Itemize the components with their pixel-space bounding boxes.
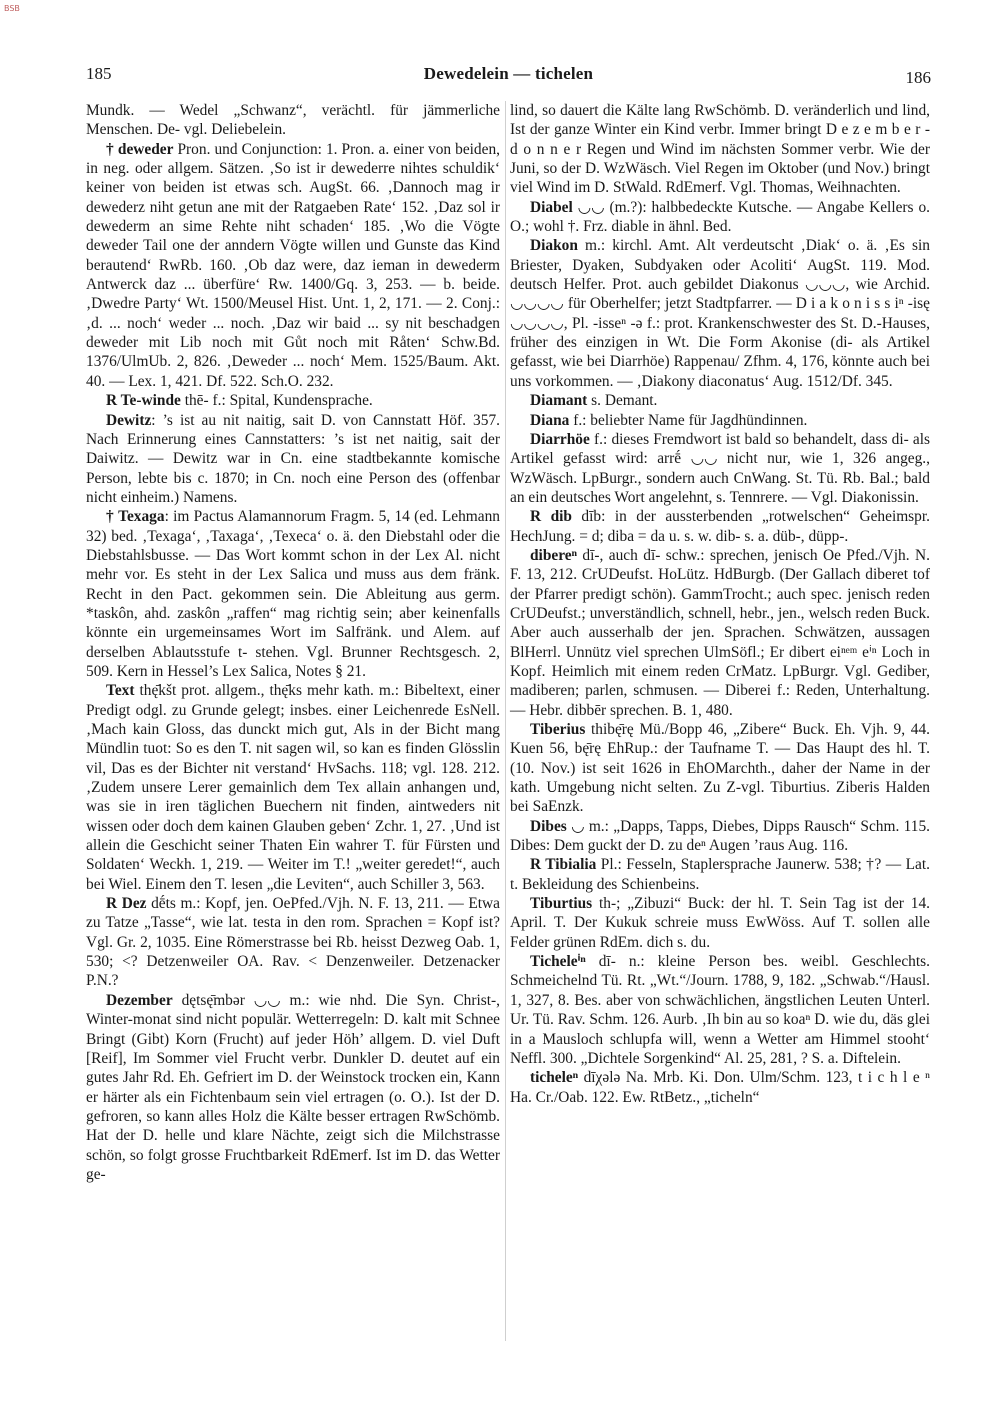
entry-headword: R dib (530, 508, 572, 526)
entry-text: f.: dieses Fremdwort ist bald so behandelt, dass di- als Artikel gefasst wird: arrḗ ◡◡ nicht nur, wie 1, 326 angeg., WzWäsch. LpBurgr., sondern auch CnWang. St. Tü. Rb. Bal.; bald an ein deutsches Wort angelehnt, s. Tennrere. — Vgl. Diakonissin. (510, 430, 930, 506)
library-stamp: BSB (4, 4, 20, 13)
dictionary-entry (86, 991, 500, 1184)
left-column (86, 101, 500, 1184)
dictionary-entry (86, 681, 500, 894)
running-title: Dewedelein — tichelen (423, 64, 594, 83)
entry-headword: dibereⁿ (530, 546, 577, 564)
right-column (510, 101, 930, 1107)
entry-text: dḗts m.: Kopf, jen. OePfed./Vjh. N. F. 13, 211. — Etwa zu Tatze „Tasse“, wie lat. testa in den rom. Sprachen = Kopf ist? Vgl. Gr. 2, 1035. Eine Römerstrasse bei Rb. heisst Dezweg Oab. 1, 530; <? Detzenweiler OA. Rav. < Denzenweiler. Detzenacker P.N.? (86, 895, 500, 990)
entry-headword: † deweder (106, 140, 174, 158)
entry-headword: Dezember (106, 991, 173, 1009)
dictionary-entry (510, 507, 930, 546)
entry-text: dī-, auch dī- schw.: sprechen, jenisch Oe Pfed./Vjh. N. F. 13, 212. CrUDeufst. HoLütz. HdBurgb. (Der Gallach diberet tof der Pfarrer predigt schön). GammTrocht.; auch spec. jenisch reden CrUDeufst.; unverständlich, schnell, hebr., jen., welsch reden Buck. Aber auch ausserhalb der jen. Sprachen. Schwätzen, aussagen BlHerrl. Unnütz viel sprechen UlmSöfl.; Er dibert eiⁿᵉᵐ eⁱⁿ Loch in Kopf. Heimlich mit einem reden CrMatz. LpBurgr. Vgl. Gediber, madiberen; parlen, schmusen. — Diberei f.: Reden, Unterhaltung. — Hebr. dibbēr sprechen. B. 1, 480. (510, 546, 930, 719)
dictionary-entry (510, 411, 930, 430)
dictionary-entry (86, 507, 500, 681)
entry-headword: Diana (530, 411, 570, 429)
entry-text: f.: beliebter Name für Jagdhündinnen. (569, 411, 808, 429)
dictionary-entry (86, 391, 500, 410)
dictionary-entry (510, 546, 930, 720)
entry-text: s. Demant. (587, 392, 658, 410)
page-header (86, 64, 931, 86)
dictionary-entry (86, 411, 500, 508)
entry-headword: Dewitz (106, 411, 152, 429)
dictionary-entry (510, 198, 930, 237)
entry-text: Pron. und Conjunction: 1. Pron. a. einer von beiden, in neg. oder allgem. Sätzen. ‚So ist ir dewederre nihtes schuldik‘ keiner von beiden ist etwas sch. AugSt. 66. ‚Dannoch mag ir dewederz niht getun ane mit der Ratgaeben Rate‘ 152. ‚Daz sol ir dewederm an sime Rehte niht schaden‘ 185. ‚Wo die Vögte deweder Tail one der anndern Vögte willen und Gunste das Kind berautend‘ RwRb. 160. ‚Ob daz were, daz ieman in dewederm Antwerck daz ... überfüre‘ Rw. 1400/Gq. 3, 253. — b. beide. ‚Dwedre Party‘ Wt. 1500/Meusel Hist. Unt. 1, 2, 171. — 2. Conj.: ‚d. ... noch‘ weder ... noch. ‚Daz wir baid ... sy nit beschadgen deweder mit Lib noch mit Gůt noch mit Råten‘ Schw.Bd. 1376/UlmUb. 2, 826. ‚Deweder ... noch‘ Mem. 1525/Baum. Akt. 40. — Lex. 1, 421. Df. 522. Sch.O. 232. (86, 140, 500, 390)
page-number-left: 185 (86, 64, 112, 83)
entry-headword: Diabel (530, 198, 573, 216)
entry-text: ◡ m.: „Dapps, Tapps, Diebes, Dipps Rausch“ Schm. 115. Dibes: Dem guckt der D. zu deⁿ Augen ’raus Aug. 116. (510, 817, 930, 855)
entry-text: thę̄kšt prot. allgem., thę̄ks mehr kath. m.: Bibeltext, einer Predigt odgl. zu Grunde gelegt; insbes. einer Leichenrede EsNell. ‚Mach kain Gloss, das dunckt mich gut, Als in der Bicht mang Mündlin tuot: So es den T. nit sagen wil, so kan es finden Glösslin vil, Das es der Bichter nit verstand‘ HvSachs. 118; vgl. 128. 212. ‚Zudem unsere Lerer gemainlich dem Tex allain anhangen und, was sie in iren täglichen Buechern nit finden, aintweders nit wissen oder doch dem kainen Glauben geben‘ Zchr. 1, 27. ‚Und ist allein die Geschicht seiner Thaten Ein wahrer T. für Fürsten und Soldaten‘ Weckh. 1, 219. — Weiter im T.! „weiter geredet!“, auch bei Wiel. Einem den T. lesen „die Leviten“, auch Schiller 3, 563. (86, 682, 500, 893)
entry-headword: Ticheleⁱⁿ (530, 953, 586, 971)
entry-text: ◡◡ (m.?): halbbedeckte Kutsche. — Angabe Kellers o. O.; wohl †. Frz. diable in ähnl. Bed. (510, 198, 930, 236)
entry-headword: R Te-winde (106, 392, 181, 410)
entry-text: dī- n.: kleine Person bes. weibl. Geschlechts. Schmeichelnd Tü. Rt. „Wt.“/Journ. 1788, 9, 182. „Schwab.“/Hausl. 1, 327, 8. Bes. aber von schwächlichen, ängstlichen Leuten Unterl. Ur. Tü. Rav. Schm. 126. Aurb. ‚Ih bin au so koaⁿ D. wie du, däs glei in a Mausloch schlupfa will, wenn a Wetter am Himmel stooht‘ Neffl. 300. „Dichtele Sorgenkind“ Al. 25, 281, ? S. a. Diftelein. (510, 953, 930, 1067)
dictionary-entry (510, 101, 930, 198)
entry-text: dīχələ Na. Mrb. Ki. Don. Ulm/Schm. 123, t i c h l e ⁿ Ha. Cr./Oab. 122. Ew. RtBetz., „ticheln“ (510, 1069, 930, 1106)
entry-headword: Diakon (530, 237, 578, 255)
entry-headword: Dibes (530, 817, 567, 835)
dictionary-entry (86, 101, 500, 140)
entry-headword: Diamant (530, 392, 588, 410)
entry-headword: † Texaga (106, 508, 165, 526)
entry-text: thē- f.: Spital, Kundensprache. (180, 392, 373, 410)
entry-headword: R Dez (106, 895, 147, 913)
dictionary-entry (510, 855, 930, 894)
entry-text: lind, so dauert die Kälte lang RwSchömb. D. veränderlich und lind, Ist der ganze Winter ein Kind verbr. Immer bringt D e z e m b e r - d o n n e r Regen und Wind im nächsten Sommer verbr. Wie der Juni, so der D. WzWäsch. Viel Regen im Oktober (und Nov.) bringt viel Wind im D. StWald. RdEmerf. Vgl. Thomas, Weihnachten. (510, 102, 930, 197)
dictionary-entry (510, 236, 930, 391)
column-divider (505, 101, 506, 1341)
entry-text: dīb: in der aussterbenden „rotwelschen“ Geheimspr. HechJung. = d; diba = da u. s. w. dib- s. a. düb-, düpp-. (510, 508, 930, 545)
entry-text: m.: kirchl. Amt. Alt verdeutscht ‚Diak‘ o. ä. ‚Es sin Briester, Dyaken, Subdyaken oder Acoliti‘ AugSt. 119. Mod. deutsch Helfer. Prot. auch gebildet Diakonus ◡◡◡, wie Archid. ◡◡◡◡ für Oberhelfer; jetzt Stadtpfarrer. — D i a k o n i s s iⁿ -isę ◡◡◡◡, Pl. -isseⁿ -ə f.: prot. Krankenschwester des St. D.-Hauses, früher des einzigen in Wt. Die Form Akonise (di- als Artikel gefasst, wie bei Diarrhöe) Rappenau/ Zfhm. 4, 176, könnte auch bei uns vorkommen. — ‚Diakony diaconatus‘ Aug. 1512/Df. 345. (510, 237, 930, 390)
dictionary-entry (510, 894, 930, 952)
dictionary-entry (510, 952, 930, 1068)
entry-headword: Tiburtius (530, 895, 593, 913)
entry-text: : ’s ist au nit naitig, sait D. von Cannstatt Höf. 357. Nach Erinnerung eines Cannstatters: ’s ist net naitig, sait der Daiwitz. — Dewitz war in Cn. eine stadtbekannte komische Person, lebte bis c. 1870; in Cn. noch eine Person des (offenbar nicht einheim.) Namens. (86, 411, 500, 506)
entry-text: : im Pactus Alamannorum Fragm. 5, 14 (ed. Lehmann 32) bed. ‚Texaga‘, ‚Taxaga‘, ‚Texeca‘ o. ä. den Diebstahl oder die Diebstahlsbusse. — Das Wort kommt schon in der Lex Al. nicht mehr vor. Es steht in der Lex Salica und muss aus dem fränk. Recht in den Pact. gekommen sein. Die Ableitung aus germ. *taskôn, ahd. zaskôn „raffen“ mag richtig sein; aber keinenfalls könnte ein urgemeinsames Wort im Salfränk. und Alem. auf derselben Ablautsstufe t- stehen. Vgl. Brunner Rechtsgesch. 2, 509. Kern in Hessel’s Lex Salica, Notes § 21. (86, 508, 500, 680)
dictionary-entry (510, 391, 930, 410)
dictionary-entry (86, 894, 500, 991)
page-number-right: 186 (905, 68, 931, 87)
entry-text: thibę̄rę Mü./Bopp 46, „Zibere“ Buck. Eh. Vjh. 9, 44. Kuen 56, bę̄rę EhRup.: der Taufname T. — Das Haupt des hl. T. (10. Nov.) ist seit 1626 in EhOMarchth., daher der Name in der kath. Umgebung nicht selten. Zu Z-vgl. Tiburtius. Ziberis Halden bei SaEnzk. (510, 721, 930, 816)
dictionary-entry (510, 430, 930, 507)
entry-headword: ticheleⁿ (530, 1069, 579, 1087)
entry-headword: Diarrhöe (530, 430, 590, 448)
entry-headword: Text (106, 682, 135, 700)
dictionary-entry (86, 140, 500, 391)
entry-headword: Tiberius (530, 721, 586, 738)
entry-text: dętsę̄mbər ◡◡ m.: wie nhd. Die Syn. Christ-, Winter-monat sind nicht populär. Wetterregeln: D. kalt mit Schnee Bringt (Gibt) Korn (Frucht) auf jeder Höh’ allgem. D. viel Duft [Reif], Im Sommer viel Frucht verbr. Dunkler D. deutet auf ein gutes Jahr Rd. Eh. Gefriert im D. der Weinstock trocken ein, Kann er härter als ein Fichtenbaum sein viel ertragen (o. O.). Ist der D. gefroren, so kann alles Holz die Kälte besser ertragen RwSchömb. Hat der D. helle und klare Nächte, zeigt sich die Milchstrasse schön, so folgt grosse Fruchtbarkeit RdEmerf. Ist im D. das Wetter ge- (86, 991, 500, 1183)
entry-text: th-; „Zibuzi“ Buck: der hl. T. Sein Tag ist der 14. April. T. Der Kukuk schreie muss EwWöss. Auf T. sollen alle Felder grünen RdEm. dich s. du. (510, 895, 930, 951)
entry-text: Mundk. — Wedel „Schwanz“, verächtl. für jämmerliche Menschen. De- vgl. Deliebelein. (86, 102, 500, 139)
dictionary-entry (510, 720, 930, 817)
dictionary-entry (510, 1068, 930, 1107)
entry-headword: R Tibialia (530, 856, 597, 874)
entry-text: Pl.: Fesseln, Staplersprache Jaunerw. 538; †? — Lat. t. Bekleidung des Schienbeins. (510, 856, 930, 893)
dictionary-entry (510, 817, 930, 856)
